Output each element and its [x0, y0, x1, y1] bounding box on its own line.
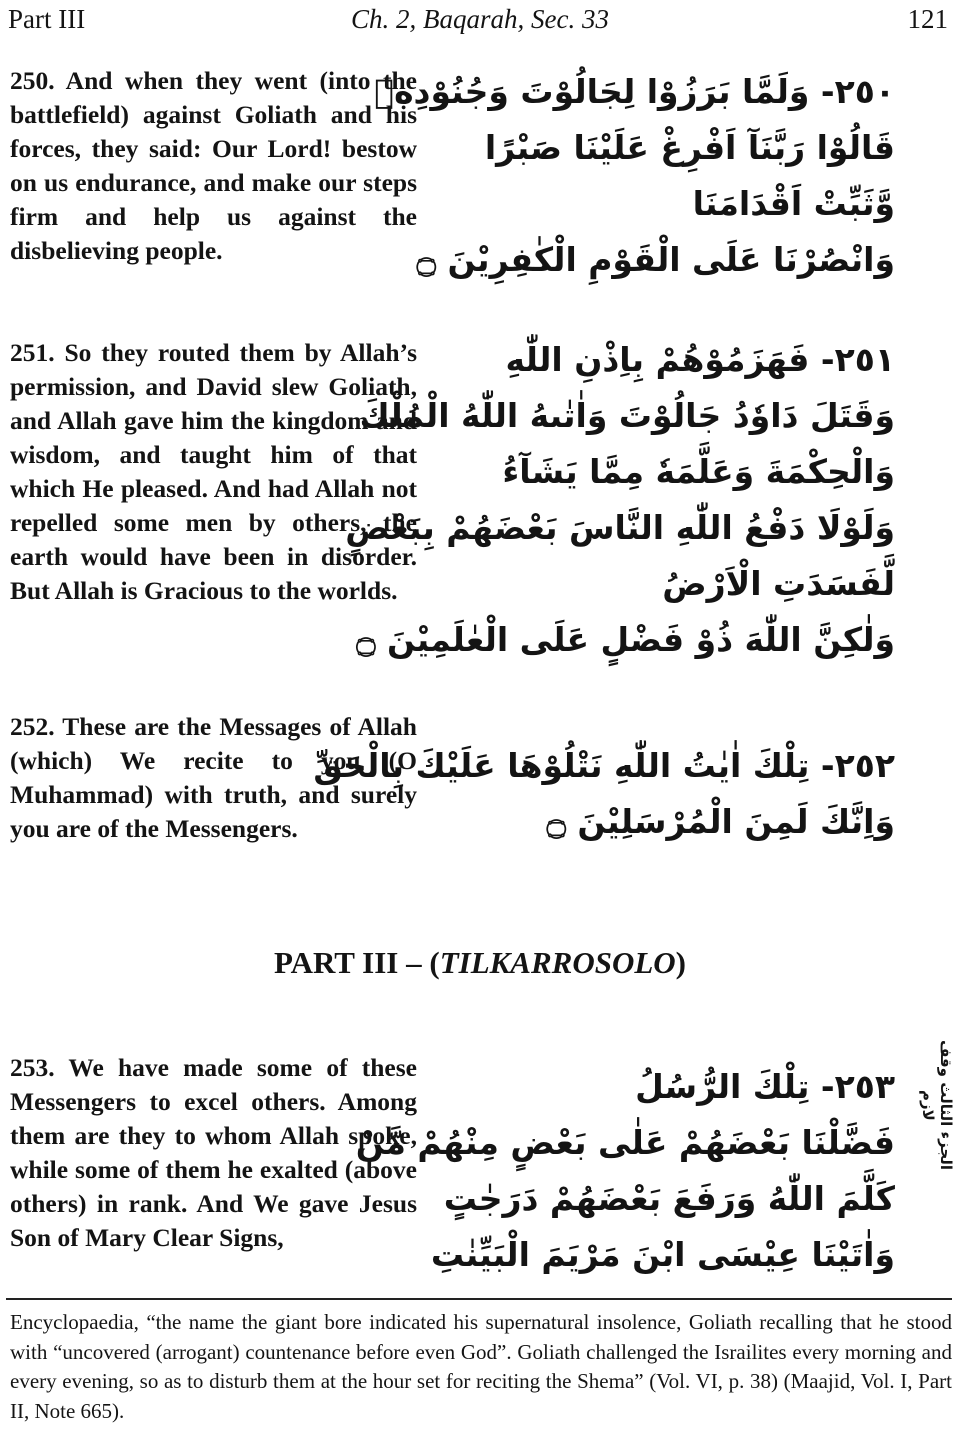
arabic-line: فَضَّلْنَا بَعْضَهُمْ عَلٰى بَعْضٍ مِنْهُمْ مَّنْ [355, 1123, 895, 1162]
verse-arabic-text [345, 332, 895, 668]
arabic-line: قَالُوْا رَبَّنَآ اَفْرِغْ عَلَيْنَا صَبْرًا [484, 128, 895, 167]
arabic-line: وَلٰكِنَّ اللّٰهَ ذُوْ فَضْلٍ عَلَى الْعٰلَمِيْنَ ۝ [356, 620, 895, 659]
arabic-line: وَانْصُرْنَا عَلَى الْقَوْمِ الْكٰفِرِيْنَ ۝ [416, 240, 895, 279]
footnote: Encyclopaedia, “the name the giant bore indicated his supernatural insolence, Goliath recalling that he stood with “uncovered (arrogant) countenance before even God”. Goliath challenged the Israilites every morning and every evening, so as to disturb them at the hour set for reciting the Shema” (Vol. VI, p. 38) (Maajid, Vol. I, Part II, Note 665). [10, 1310, 952, 1423]
page-header [0, 0, 960, 42]
arabic-line: ٢٥١- فَهَزَمُوْهُمْ بِاِذْنِ اللّٰهِ [505, 340, 895, 379]
chapter-section-label: Ch. 2, Baqarah, Sec. 33 [351, 4, 609, 34]
arabic-line: ٢٥٢- تِلْكَ اٰيٰتُ اللّٰهِ نَتْلُوْهَا عَلَيْكَ بِالْحَقِّ [313, 746, 895, 785]
arabic-line: كَلَّمَ اللّٰهُ وَرَفَعَ بَعْضَهُمْ دَرَجٰتٍ [443, 1179, 895, 1218]
part-title-suffix: ) [675, 945, 686, 980]
arabic-line: وَلَوْلَا دَفْعُ اللّٰهِ النَّاسَ بَعْضَهُمْ بِبَعْضٍ [345, 508, 895, 547]
part-title [0, 945, 960, 981]
footnote-divider [6, 1298, 952, 1300]
page-number: 121 [907, 4, 948, 34]
arabic-line: ٢٥٠- وَلَمَّا بَرَزُوْا لِجَالُوْتَ وَجُنُوْدِهٖ [374, 72, 895, 111]
verse-english-text: 251. So they routed them by Allah’s permission, and David slew Goliath, and Allah gave him the kingdom and wisdom, and taught him of that which He pleased. And had Allah not repelled some men by others, the earth would have been in disorder. But Allah is Gracious to the worlds. [10, 338, 417, 605]
verse-arabic-text [355, 1059, 895, 1283]
verse-arabic-text [374, 64, 895, 288]
verse-english-text: 253. We have made some of these Messengers to excel others. Among them are they to whom Allah spoke, while some of them he exalted (above others) in rank. And We gave Jesus Son of Mary Clear Signs, [10, 1053, 417, 1252]
margin-note: الجزء الثالث وقف لازم [919, 1039, 955, 1171]
part-title-prefix: PART III – ( [273, 945, 440, 980]
verse-english-text: 250. And when they went (into the battlefield) against Goliath and his forces, they said: Our Lord! bestow on us endurance, and make our steps firm and help us against the disbelieving people. [10, 66, 417, 265]
part-label: Part III [8, 4, 86, 34]
arabic-line: وَاٰتَيْنَا عِيْسَى ابْنَ مَرْيَمَ الْبَيِّنٰتِ [430, 1235, 895, 1274]
arabic-line: وَقَتَلَ دَاوٗدُ جَالُوْتَ وَاٰتٰىهُ اللّٰهُ الْمُلْكَ [359, 396, 895, 435]
arabic-line: وَّثَبِّتْ اَقْدَامَنَا [692, 184, 895, 223]
arabic-line: وَالْحِكْمَةَ وَعَلَّمَهٗ مِمَّا يَشَآءُ [502, 452, 895, 491]
verse-arabic-text [313, 738, 895, 850]
arabic-line: ٢٥٣- تِلْكَ الرُّسُلُ [635, 1067, 895, 1106]
arabic-line: وَاِنَّكَ لَمِنَ الْمُرْسَلِيْنَ ۝ [546, 802, 895, 841]
verse-english-text: 252. These are the Messages of Allah (which) We recite to you (O Muhammad) with truth, and surely you are of the Messengers. [10, 712, 417, 843]
arabic-line: لَّفَسَدَتِ الْاَرْضُ [662, 564, 895, 603]
part-title-italic: TILKARROSOLO [439, 945, 676, 980]
